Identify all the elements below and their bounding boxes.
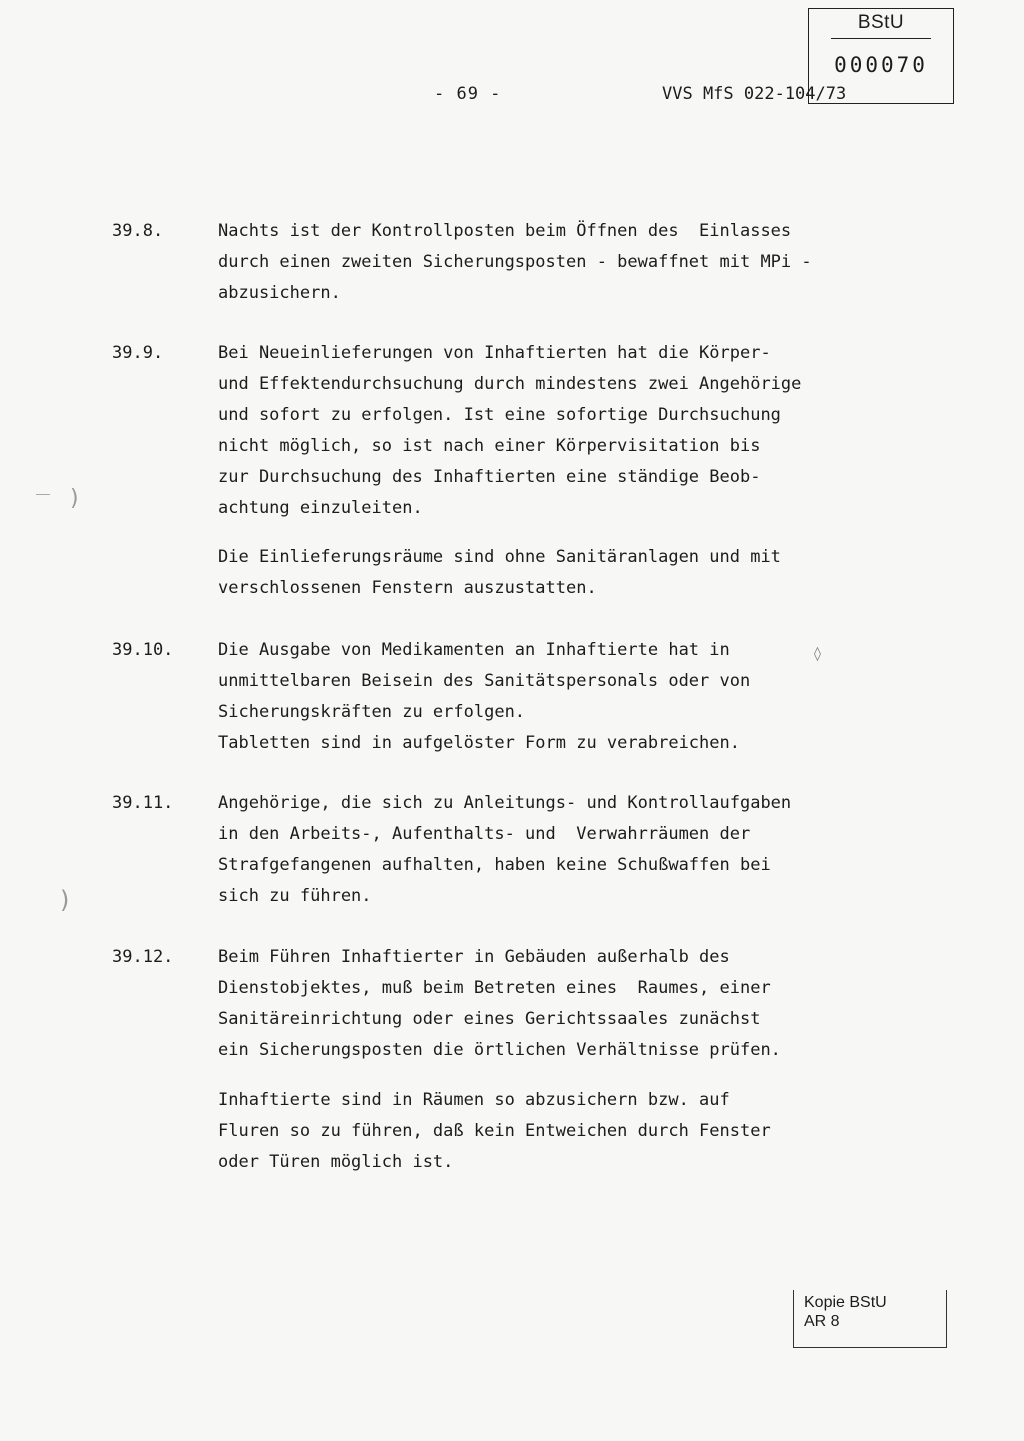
text-line: abzusichern. xyxy=(218,283,341,303)
text-line: sich zu führen. xyxy=(218,886,372,906)
stamp-number: 000070 xyxy=(834,53,928,77)
document-reference: VVS MfS 022-104/73 xyxy=(662,84,847,104)
text-line: durch einen zweiten Sicherungsposten - bewaffnet mit MPi - xyxy=(218,252,812,272)
stamp-label: BStU xyxy=(857,12,905,33)
stamp-divider xyxy=(831,38,931,39)
margin-bracket-mark: ) xyxy=(60,886,70,914)
text-line: Fluren so zu führen, daß kein Entweichen durch Fenster xyxy=(218,1121,771,1141)
text-line: und Effektendurchsuchung durch mindestens zwei Angehörige xyxy=(218,374,802,394)
section-text xyxy=(218,635,843,759)
section-text xyxy=(218,216,843,309)
copy-stamp-line2: AR 8 xyxy=(804,1313,840,1330)
margin-dash-mark xyxy=(36,494,50,495)
text-line: Die Einlieferungsräume sind ohne Sanitäranlagen und mit xyxy=(218,547,781,567)
text-line: in den Arbeits-, Aufenthalts- und Verwahrräumen der xyxy=(218,824,751,844)
text-line: nicht möglich, so ist nach einer Körpervisitation bis xyxy=(218,436,761,456)
section-text xyxy=(218,788,843,912)
text-line: ein Sicherungsposten die örtlichen Verhältnisse prüfen. xyxy=(218,1040,781,1060)
text-line: verschlossenen Fenstern auszustatten. xyxy=(218,578,597,598)
text-line: Tabletten sind in aufgelöster Form zu verabreichen. xyxy=(218,733,740,753)
copy-stamp xyxy=(793,1290,947,1348)
text-line: zur Durchsuchung des Inhaftierten eine ständige Beob- xyxy=(218,467,761,487)
section-number: 39.10. xyxy=(112,640,174,660)
copy-stamp-line1: Kopie BStU xyxy=(804,1294,887,1311)
text-line: Dienstobjektes, muß beim Betreten eines Raumes, einer xyxy=(218,978,771,998)
text-line: Sanitäreinrichtung oder eines Gerichtssaales zunächst xyxy=(218,1009,761,1029)
page-number: - 69 - xyxy=(434,84,502,104)
text-line: Strafgefangenen aufhalten, haben keine Schußwaffen bei xyxy=(218,855,771,875)
section-text xyxy=(218,338,843,524)
section-text xyxy=(218,542,843,604)
text-line: Angehörige, die sich zu Anleitungs- und Kontrollaufgaben xyxy=(218,793,792,813)
text-line: Beim Führen Inhaftierter in Gebäuden außerhalb des xyxy=(218,947,730,967)
margin-bracket-mark: ) xyxy=(70,486,79,511)
section-number: 39.12. xyxy=(112,947,174,967)
text-line: Die Ausgabe von Medikamenten an Inhaftierte hat in xyxy=(218,640,730,660)
text-line: Bei Neueinlieferungen von Inhaftierten hat die Körper- xyxy=(218,343,771,363)
section-number: 39.8. xyxy=(112,221,164,241)
text-line: Nachts ist der Kontrollposten beim Öffnen des Einlasses xyxy=(218,221,792,241)
text-line: Inhaftierte sind in Räumen so abzusichern bzw. auf xyxy=(218,1090,730,1110)
text-line: achtung einzuleiten. xyxy=(218,498,423,518)
section-text xyxy=(218,1085,843,1178)
text-line: Sicherungskräften zu erfolgen. xyxy=(218,702,526,722)
text-line: unmittelbaren Beisein des Sanitätspersonals oder von xyxy=(218,671,751,691)
section-number: 39.11. xyxy=(112,793,174,813)
margin-symbol-mark: ◊ xyxy=(814,646,821,662)
text-line: oder Türen möglich ist. xyxy=(218,1152,454,1172)
text-line: und sofort zu erfolgen. Ist eine sofortige Durchsuchung xyxy=(218,405,781,425)
section-number: 39.9. xyxy=(112,343,164,363)
section-text xyxy=(218,942,843,1066)
